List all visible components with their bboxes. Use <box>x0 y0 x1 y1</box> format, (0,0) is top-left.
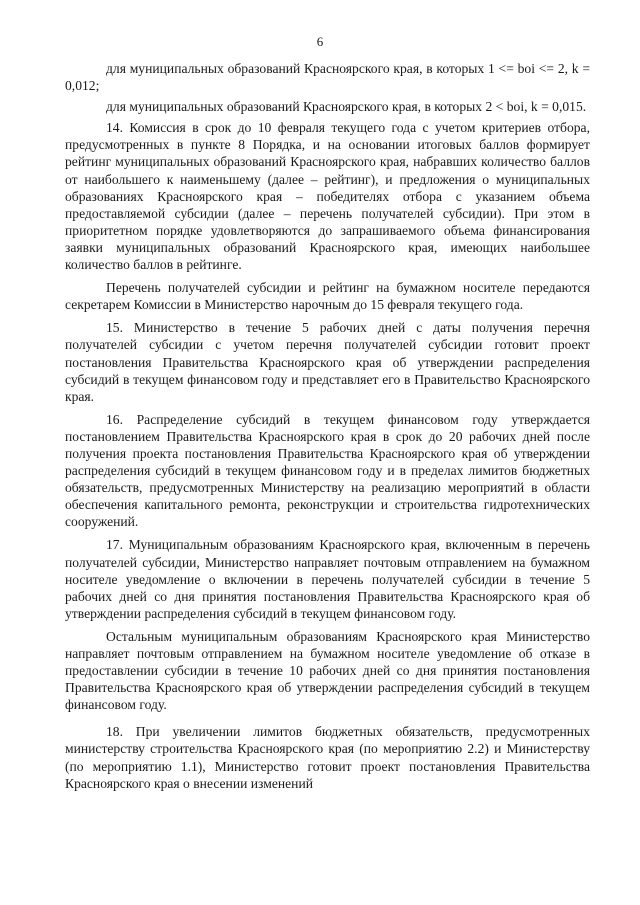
paragraph-item-17-refusal: Остальным муниципальным образованиям Красноярского края Министерство направляет почтовым отправлением на бумажном носителе уведомление об отказе в предоставлении субсидии в течение 10 рабочих дней со дня принятия постановления Правительства Красноярского края об утверждении распределения субсидий в текущем финансовом году. <box>65 628 590 713</box>
document-body <box>65 60 590 792</box>
paragraph-item-14: 14. Комиссия в срок до 10 февраля текущего года с учетом критериев отбора, предусмотренных в пункте 8 Порядка, и на основании итоговых баллов формирует рейтинг муниципальных образований Красноярского края, набравших количество баллов от наибольшего к наименьшему (далее – рейтинг), и предложения о муниципальных образованиях Красноярского края – победителях отбора с указанием объема предоставляемой субсидии (далее – перечень получателей субсидии). При этом в приоритетном порядке удовлетворяются до запрашиваемого объема финансирования заявки муниципальных образований Красноярского края, имеющих наибольшее количество баллов в рейтинге. <box>65 120 590 273</box>
paragraph-formula-1: для муниципальных образований Красноярского края, в которых 1 <= boi <= 2, k = 0,012; <box>65 61 590 94</box>
paragraph-item-18: 18. При увеличении лимитов бюджетных обязательств, предусмотренных министерству строительства Красноярского края (по мероприятию 2.2) и Министерству (по мероприятию 1.1), Министерство готовит проект постановления Правительства Красноярского края о внесении изменений <box>65 724 590 791</box>
page-number: 6 <box>316 34 324 49</box>
paragraph-formula-2: для муниципальных образований Красноярского края, в которых 2 < boi, k = 0,015. <box>106 99 587 115</box>
paragraph-item-16: 16. Распределение субсидий в текущем финансовом году утверждается постановлением Правительства Красноярского края в срок до 20 рабочих дней после получения проекта постановления Правительства Красноярского края об утверждении распределения субсидий в текущем финансовом году и в пределах лимитов бюджетных обязательств, предусмотренных Министерству на реализацию мероприятий в области обеспечения капитального ремонта, реконструкции и строительства гидротехнических сооружений. <box>65 411 590 530</box>
paragraph-item-15: 15. Министерство в течение 5 рабочих дней с даты получения перечня получателей субсидии с учетом перечня получателей субсидии готовит проект постановления Правительства Красноярского края об утверждении распределения субсидий в текущем финансовом году и представляет его в Правительство Красноярского края. <box>65 320 590 404</box>
paragraph-item-14-transfer: Перечень получателей субсидии и рейтинг на бумажном носителе передаются секретарем Комиссии в Министерство нарочным до 15 февраля текущего года. <box>65 280 590 313</box>
paragraph-item-17: 17. Муниципальным образованиям Красноярского края, включенным в перечень получателей субсидии, Министерство направляет почтовым отправлением на бумажном носителе уведомление о включении в перечень получателей субсидии в течение 5 рабочих дней со дня принятия постановления Правительства Красноярского края об утверждении распределения субсидий в текущем финансовом году. <box>65 537 590 621</box>
